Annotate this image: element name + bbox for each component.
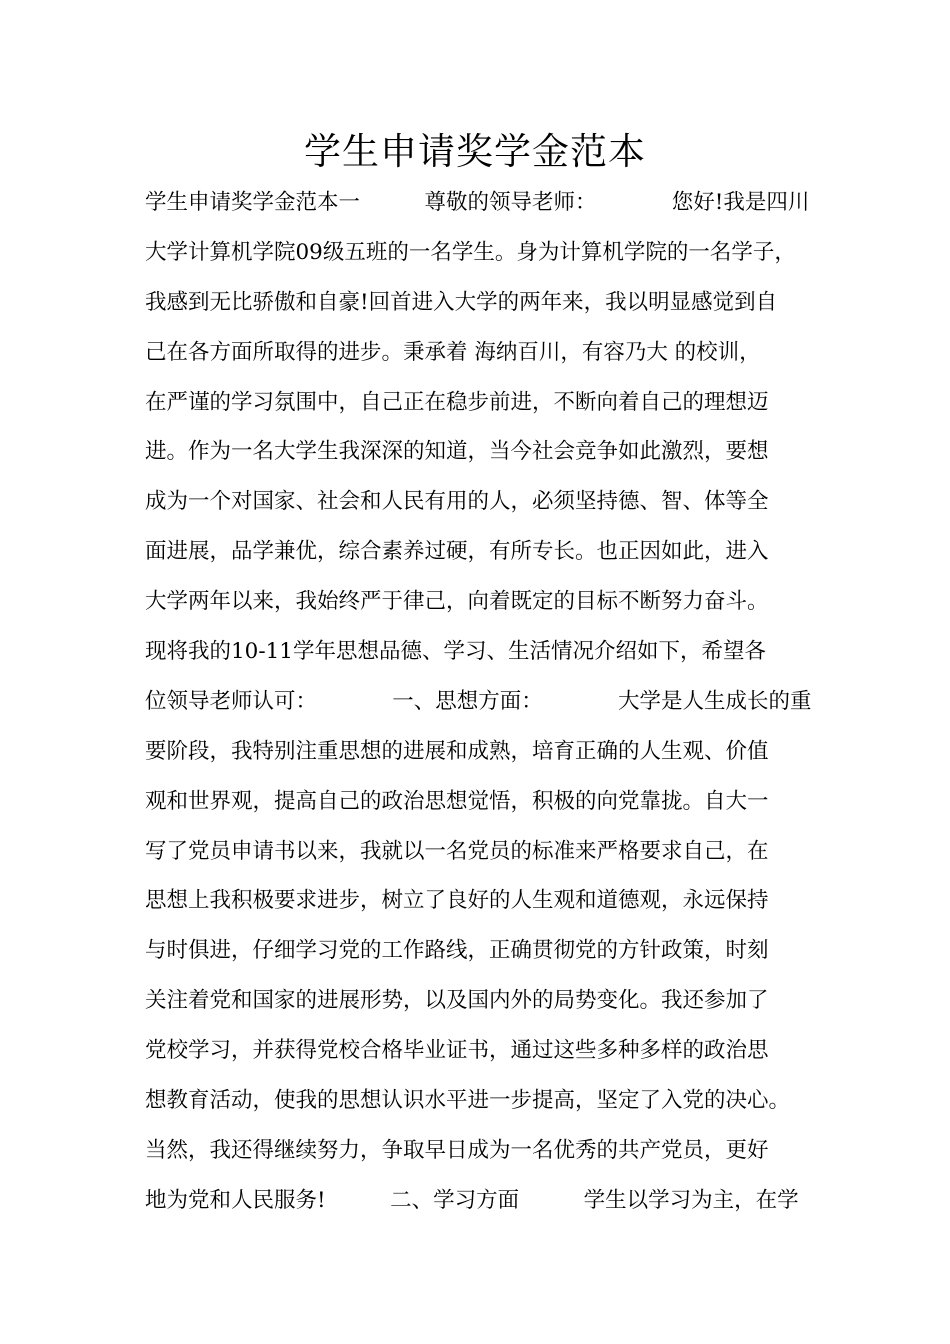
body-line: 己在各方面所取得的进步。秉承着 海纳百川，有容乃大 的校训， [145,339,761,365]
document-body [145,178,835,1226]
body-line: 思想上我积极要求进步，树立了良好的人生观和道德观，永远保持 [145,888,769,914]
body-line: 要阶段，我特别注重思想的进展和成熟，培育正确的人生观、价值 [145,738,769,764]
body-line: 大学两年以来，我始终严于律己，向着既定的目标不断努力奋斗。 [145,589,769,615]
body-line: 观和世界观，提高自己的政治思想觉悟，积极的向党靠拢。自大一 [145,788,769,814]
body-line: 关注着党和国家的进展形势，以及国内外的局势变化。我还参加了 [145,988,769,1014]
body-line: 成为一个对国家、社会和人民有用的人，必须坚持德、智、体等全 [145,489,769,515]
body-line: 想教育活动，使我的思想认识水平进一步提高，坚定了入党的决心。 [145,1088,791,1114]
body-line: 现将我的10-11学年思想品德、学习、生活情况介绍如下，希望各 [145,639,766,665]
body-line: 我感到无比骄傲和自豪!回首进入大学的两年来，我以明显感觉到自 [145,289,778,315]
body-line: 进。作为一名大学生我深深的知道，当今社会竞争如此激烈，要想 [145,439,769,465]
body-line: 位领导老师认可： 一、思想方面： 大学是人生成长的重 [145,688,812,714]
body-line: 与时俱进，仔细学习党的工作路线，正确贯彻党的方针政策，时刻 [145,938,769,964]
body-line: 当然，我还得继续努力，争取早日成为一名优秀的共产党员，更好 [145,1137,769,1163]
document-title: 学生申请奖学金范本 [304,130,646,173]
body-line: 地为党和人民服务! 二、学习方面 学生以学习为主，在学 [145,1187,799,1213]
body-line: 大学计算机学院09级五班的一名学生。身为计算机学院的一名学子， [145,239,796,265]
body-line: 面进展，品学兼优，综合素养过硬，有所专长。也正因如此，进入 [145,539,769,565]
body-line: 写了党员申请书以来，我就以一名党员的标准来严格要求自己，在 [145,838,769,864]
body-line: 党校学习，并获得党校合格毕业证书，通过这些多种多样的政治思 [145,1038,769,1064]
body-line: 学生申请奖学金范本一 尊敬的领导老师： 您好!我是四川 [145,190,810,215]
body-line: 在严谨的学习氛围中，自己正在稳步前进，不断向着自己的理想迈 [145,389,769,415]
